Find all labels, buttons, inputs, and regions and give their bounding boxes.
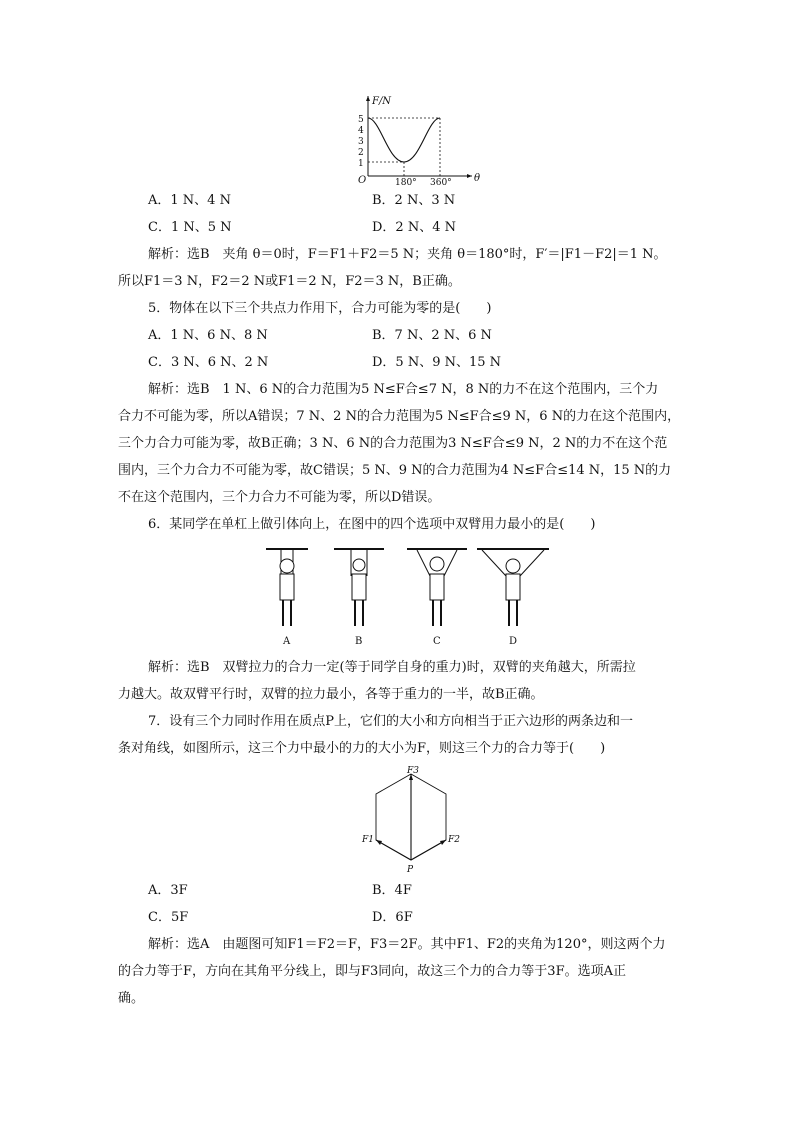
- q5-stem: 5．物体在以下三个共点力作用下，合力可能为零的是( ): [148, 301, 492, 316]
- q7-stem-line-2: 条对角线，如图所示，这三个力中最小的力的大小为F，则这三个力的合力等于( ): [118, 741, 606, 756]
- q7-analysis-line-1: 解析：选A 由题图可知F1＝F2＝F，F3＝2F。其中F1、F2的夹角为120°，则这两个力: [148, 937, 666, 952]
- q4-option-b: B．2 N、3 N: [372, 193, 456, 208]
- q7-option-a: A．3F: [148, 883, 188, 898]
- q7-analysis-line-2: 的合力等于F，方向在其角平分线上，即与F3同向，故这三个力的合力等于3F。选项A正: [118, 964, 626, 979]
- hex-label-p: P: [407, 865, 414, 875]
- graph-y-tick-5: 5: [358, 115, 364, 125]
- graph-x-tick-180: 180°: [395, 178, 417, 188]
- q5-analysis-line-1: 解析：选B 1 N、6 N的合力范围为5 N≤F合≤7 N，8 N的力不在这个范围内，三个力: [148, 382, 659, 397]
- q5-option-d: D．5 N、9 N、15 N: [372, 355, 502, 370]
- q5-analysis-line-5: 不在这个范围内，三个力合力不可能为零，所以D错误。: [118, 490, 441, 505]
- pull-up-figures: [262, 544, 552, 650]
- graph-y-label: F/N: [372, 96, 392, 107]
- figure-label-d: D: [509, 636, 518, 647]
- q4-option-c: C．1 N、5 N: [148, 220, 232, 235]
- figure-label-b: B: [355, 636, 363, 647]
- graph-y-tick-4: 4: [358, 126, 364, 136]
- graph-y-tick-1: 1: [358, 159, 364, 169]
- q5-analysis-line-2: 合力不可能为零，所以A错误；7 N、2 N的合力范围为5 N≤F合≤9 N，6 N的力在这个范围内，: [118, 409, 681, 424]
- q5-option-a: A．1 N、6 N、8 N: [148, 328, 268, 343]
- q5-option-b: B．7 N、2 N、6 N: [372, 328, 492, 343]
- q4-option-d: D．2 N、4 N: [372, 220, 456, 235]
- figure-a: [266, 549, 308, 626]
- q5-analysis-line-4: 围内，三个力合力不可能为零，故C错误；5 N、9 N的合力范围为4 N≤F合≤14 N，15 N的力: [118, 463, 672, 478]
- q7-analysis-line-3: 确。: [118, 991, 145, 1006]
- graph-y-tick-3: 3: [358, 137, 364, 147]
- graph-origin: O: [358, 175, 367, 186]
- q5-analysis-line-3: 三个力合力可能为零，故B正确；3 N、6 N的合力范围为3 N≤F合≤9 N，2 N的力不在这个范: [118, 436, 668, 451]
- figure-label-a: A: [283, 636, 291, 647]
- q6-analysis-line-1: 解析：选B 双臂拉力的合力一定(等于同学自身的重力)时，双臂的夹角越大，所需拉: [148, 660, 636, 675]
- q7-stem-line-1: 7．设有三个力同时作用在质点P上，它们的大小和方向相当于正六边形的两条边和一: [148, 714, 634, 729]
- graph-y-tick-2: 2: [358, 148, 364, 158]
- hex-label-f3: F3: [407, 766, 419, 776]
- force-angle-graph: [350, 92, 481, 188]
- q4-analysis-line-2: 所以F1＝3 N，F2＝2 N或F1＝2 N，F2＝3 N，B正确。: [118, 274, 461, 289]
- q4-analysis-line-1: 解析：选B 夹角 θ＝0时，F＝F1＋F2＝5 N；夹角 θ＝180°时，F′＝|F1－F2|＝1 N。: [148, 247, 667, 262]
- figure-c: [407, 549, 467, 626]
- q7-option-b: B．4F: [372, 883, 412, 898]
- hexagon-force-figure: [360, 768, 470, 874]
- figure-b: [334, 549, 384, 626]
- q6-analysis-line-2: 力越大。故双臂平行时，双臂的拉力最小，各等于重力的一半，故B正确。: [118, 687, 544, 702]
- q6-stem: 6．某同学在单杠上做引体向上，在图中的四个选项中双臂用力最小的是( ): [148, 517, 596, 532]
- q4-option-a: A．1 N、4 N: [148, 193, 231, 208]
- graph-x-tick-360: 360°: [430, 178, 452, 188]
- graph-x-label: θ: [474, 173, 481, 184]
- q7-option-d: D．6F: [372, 910, 413, 925]
- figure-label-c: C: [433, 636, 441, 647]
- q7-option-c: C．5F: [148, 910, 189, 925]
- q5-option-c: C．3 N、6 N、2 N: [148, 355, 269, 370]
- hex-label-f2: F2: [448, 835, 460, 845]
- hex-label-f1: F1: [362, 835, 374, 845]
- figure-d: [477, 549, 549, 626]
